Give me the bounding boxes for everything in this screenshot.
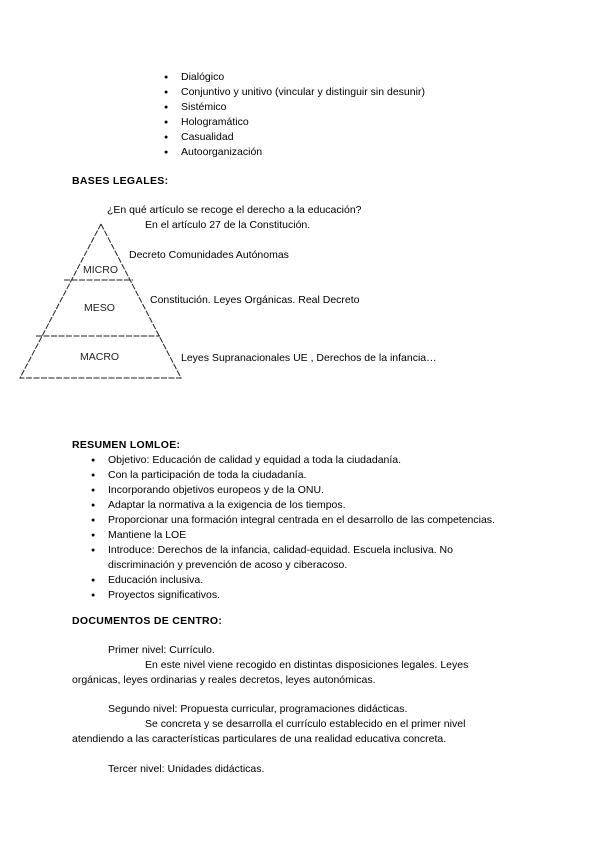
list-item: ● Casualidad — [181, 130, 425, 145]
list-item: ● Sistémico — [181, 100, 425, 115]
list-item: ● Objetivo: Educación de calidad y equidad a toda la ciudadanía. — [108, 453, 495, 468]
pyramid-label-macro: MACRO — [80, 351, 120, 363]
pyramid-label-meso: MESO — [84, 302, 115, 314]
pyramid-label-micro: MICRO — [83, 264, 118, 276]
pyramid-desc-micro: Decreto Comunidades Autónomas — [129, 249, 289, 261]
list-item-continuation — [108, 558, 495, 573]
pyramid-desc-macro: Leyes Supranacionales UE , Derechos de la infancia… — [181, 352, 437, 364]
principles-list — [181, 70, 425, 160]
documentos-heading: DOCUMENTOS DE CENTRO: — [72, 615, 223, 627]
list-item: ● Incorporando objetivos europeos y de la ONU. — [108, 483, 495, 498]
list-item: ● Proyectos significativos. — [108, 588, 495, 603]
list-item: ● Mantiene la LOE — [108, 528, 495, 543]
lomloe-heading: RESUMEN LOMLOE: — [72, 439, 181, 451]
list-item: ● Educación inclusiva. — [108, 573, 495, 588]
nivel1-title: Primer nivel: Currículo. — [108, 644, 215, 656]
bases-question: ¿En qué artículo se recoge el derecho a la educación? — [107, 204, 362, 216]
list-item-continuation-text: discriminación y prevención de acoso y ciberacoso. — [108, 559, 348, 571]
list-item: ● Dialógico — [181, 70, 425, 85]
list-item: ● Autoorganización — [181, 145, 425, 160]
nivel3-title: Tercer nivel: Unidades didácticas. — [108, 763, 265, 775]
nivel2-line2: atendiendo a las características particulares de una realidad educativa concreta. — [72, 733, 447, 745]
nivel1-line2: orgánicas, leyes ordinarias y reales decretos, leyes autonómicas. — [72, 674, 376, 686]
list-item: ● Introduce: Derechos de la infancia, calidad-equidad. Escuela inclusiva. No — [108, 543, 495, 558]
list-item: ● Proporcionar una formación integral centrada en el desarrollo de las competencias. — [108, 513, 495, 528]
nivel2-line1: Se concreta y se desarrolla el currículo establecido en el primer nivel — [145, 718, 466, 730]
lomloe-list — [108, 453, 495, 603]
list-item: ● Hologramático — [181, 115, 425, 130]
legal-pyramid-diagram — [0, 215, 600, 385]
list-item: ● Con la participación de toda la ciudadanía. — [108, 468, 495, 483]
bases-legales-heading: BASES LEGALES: — [72, 175, 169, 187]
bases-answer: En el artículo 27 de la Constitución. — [145, 219, 311, 231]
nivel1-line1: En este nivel viene recogido en distintas disposiciones legales. Leyes — [145, 659, 469, 671]
pyramid-desc-meso: Constitución. Leyes Orgánicas. Real Decreto — [150, 294, 360, 306]
list-item: ● Adaptar la normativa a la exigencia de los tiempos. — [108, 498, 495, 513]
nivel2-title: Segundo nivel: Propuesta curricular, programaciones didácticas. — [108, 703, 408, 715]
list-item: ● Conjuntivo y unitivo (vincular y distinguir sin desunir) — [181, 85, 425, 100]
